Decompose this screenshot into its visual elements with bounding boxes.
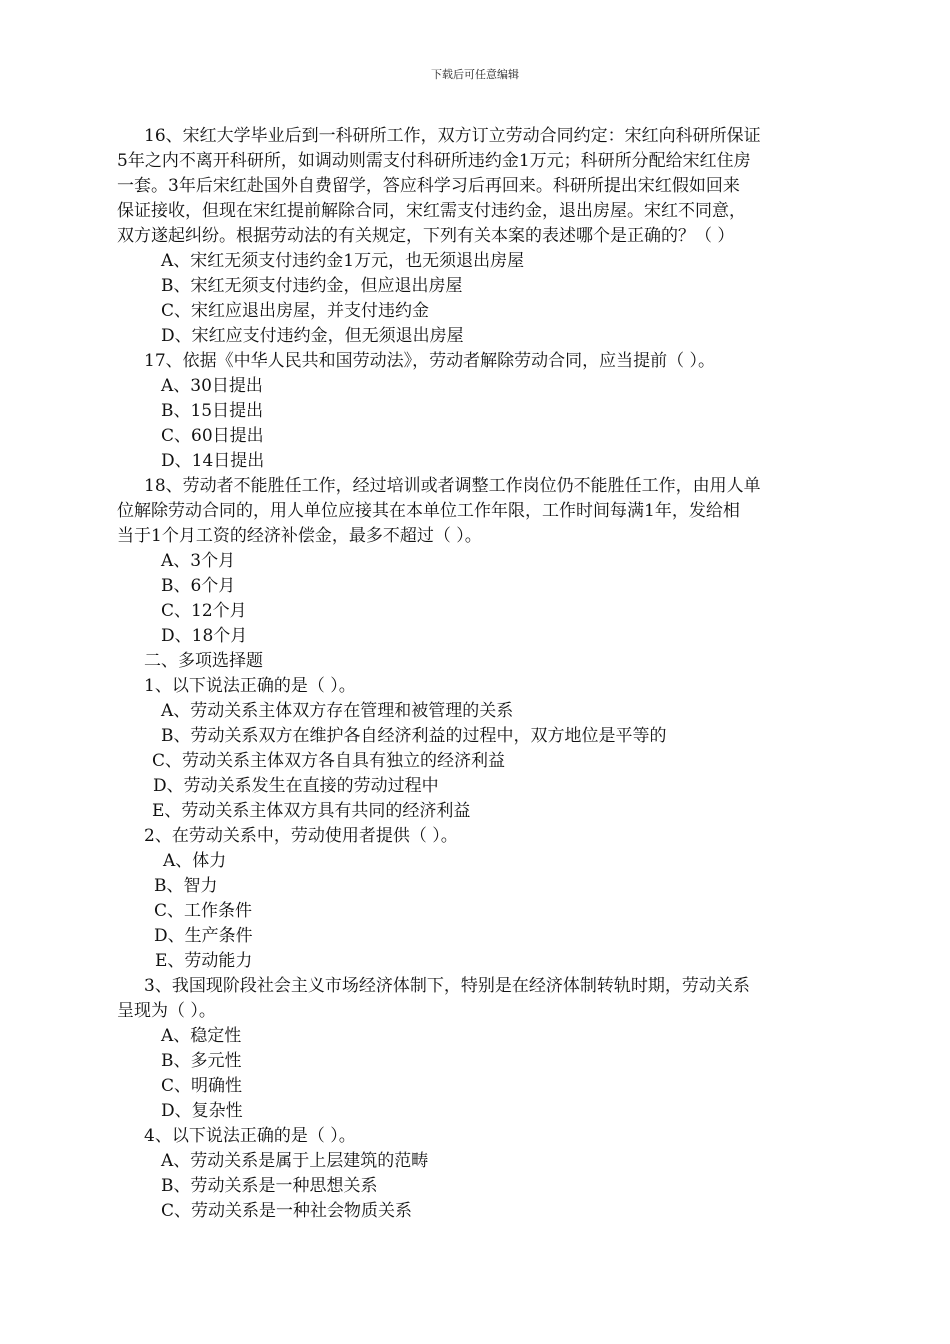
multi-question-4-option-a: A、劳动关系是属于上层建筑的范畴	[161, 1151, 429, 1171]
multi-question-1-option-b: B、劳动关系双方在维护各自经济利益的过程中，双方地位是平等的	[161, 726, 667, 746]
question-16-option-d: D、宋红应支付违约金，但无须退出房屋	[161, 326, 464, 346]
question-18-option-c: C、12个月	[161, 601, 247, 621]
page-header: 下载后可任意编辑	[431, 68, 519, 81]
question-18-line-1: 18、劳动者不能胜任工作，经过培训或者调整工作岗位仍不能胜任工作，由用人单	[144, 476, 761, 496]
question-17-option-a: A、30日提出	[161, 376, 263, 396]
multi-question-1-option-a: A、劳动关系主体双方存在管理和被管理的关系	[161, 701, 514, 721]
question-18-option-a: A、3个月	[161, 551, 236, 571]
question-16-line-4: 保证接收，但现在宋红提前解除合同，宋红需支付违约金，退出房屋。宋红不同意，	[117, 201, 746, 221]
question-18	[117, 474, 837, 649]
multi-question-3-option-b: B、多元性	[161, 1051, 242, 1071]
multi-question-3-option-c: C、明确性	[161, 1076, 243, 1096]
question-17-option-b: B、15日提出	[161, 401, 264, 421]
question-18-line-2: 位解除劳动合同的，用人单位应接其在本单位工作年限，工作时间每满1年，发给相	[117, 501, 740, 521]
multi-question-3-line-1: 3、我国现阶段社会主义市场经济体制下，特别是在经济体制转轨时期，劳动关系	[144, 976, 750, 996]
multi-question-2-option-a: A、体力	[163, 851, 227, 871]
question-17-stem: 17、依据《中华人民共和国劳动法》，劳动者解除劳动合同，应当提前（ ）。	[144, 351, 716, 371]
multi-question-1-option-e: E、劳动关系主体双方具有共同的经济利益	[152, 801, 471, 821]
question-18-option-d: D、18个月	[161, 626, 248, 646]
question-17	[117, 349, 837, 474]
section-heading-multiple-choice: 二、多项选择题	[144, 651, 263, 671]
multi-question-1	[117, 674, 837, 824]
question-17-option-d: D、14日提出	[161, 451, 265, 471]
multi-question-2-option-c: C、工作条件	[154, 901, 253, 921]
multi-question-1-option-c: C、劳动关系主体双方各自具有独立的经济利益	[152, 751, 506, 771]
document-body	[117, 124, 837, 1224]
multi-question-4-stem: 4、以下说法正确的是（ ）。	[144, 1126, 356, 1146]
multi-question-4	[117, 1124, 837, 1224]
multi-question-3-option-d: D、复杂性	[161, 1101, 243, 1121]
multi-question-2-option-e: E、劳动能力	[155, 951, 253, 971]
question-18-option-b: B、6个月	[161, 576, 236, 596]
multi-question-3-option-a: A、稳定性	[161, 1026, 242, 1046]
multi-question-2-option-d: D、生产条件	[154, 926, 253, 946]
question-18-line-3: 当于1个月工资的经济补偿金，最多不超过（ ）。	[117, 526, 482, 546]
question-17-option-c: C、60日提出	[161, 426, 264, 446]
question-16	[117, 124, 837, 349]
question-16-line-2: 5年之内不离开科研所，如调动则需支付科研所违约金1万元；科研所分配给宋红住房	[117, 151, 751, 171]
multi-question-2	[117, 824, 837, 974]
question-16-line-5: 双方遂起纠纷。根据劳动法的有关规定，下列有关本案的表述哪个是正确的？（ ）	[117, 226, 735, 246]
question-16-line-1: 16、宋红大学毕业后到一科研所工作，双方订立劳动合同约定：宋红向科研所保证	[144, 126, 761, 146]
multi-question-4-option-b: B、劳动关系是一种思想关系	[161, 1176, 378, 1196]
multi-question-1-stem: 1、以下说法正确的是（ ）。	[144, 676, 356, 696]
multi-question-3	[117, 974, 837, 1124]
question-16-option-c: C、宋红应退出房屋，并支付违约金	[161, 301, 430, 321]
question-16-option-b: B、宋红无须支付违约金，但应退出房屋	[161, 276, 463, 296]
multi-question-1-option-d: D、劳动关系发生在直接的劳动过程中	[153, 776, 439, 796]
multi-question-2-stem: 2、在劳动关系中，劳动使用者提供（ ）。	[144, 826, 458, 846]
multi-question-2-option-b: B、智力	[154, 876, 218, 896]
multi-question-4-option-c: C、劳动关系是一种社会物质关系	[161, 1201, 413, 1221]
multi-question-3-line-2: 呈现为（ ）。	[117, 1001, 216, 1021]
question-16-line-3: 一套。3年后宋红赴国外自费留学，答应科学习后再回来。科研所提出宋红假如回来	[117, 176, 740, 196]
question-16-option-a: A、宋红无须支付违约金1万元，也无须退出房屋	[161, 251, 525, 271]
